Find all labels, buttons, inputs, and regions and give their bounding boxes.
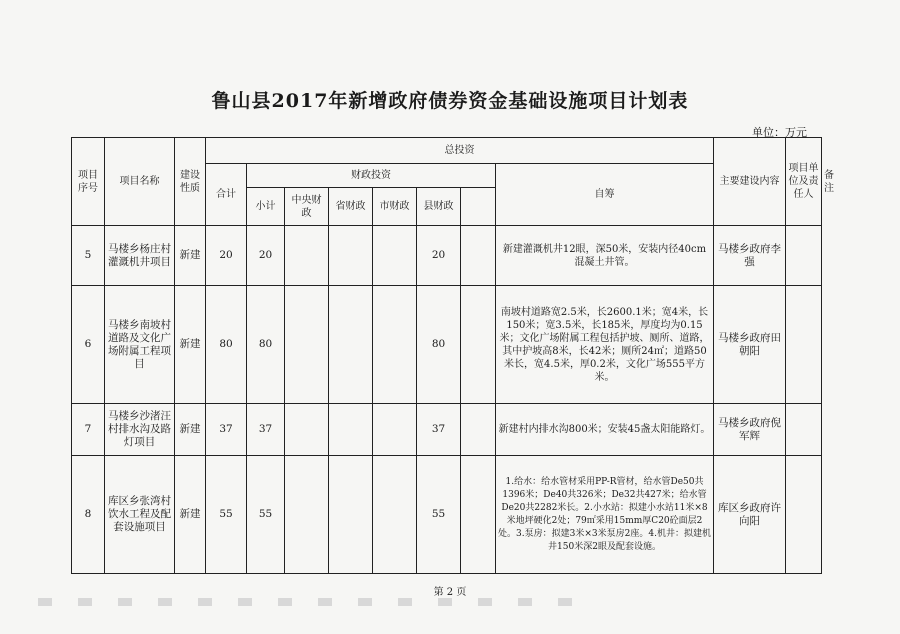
header-unit-person: 项目单位及责任人 xyxy=(786,138,822,226)
header-content: 主要建设内容 xyxy=(714,138,786,226)
cell-city xyxy=(373,226,417,286)
header-central: 中央财政 xyxy=(285,188,329,226)
cell-content: 南坡村道路宽2.5米，长2600.1米；宽4米，长150米；宽3.5米，长185米，厚度均为0.15米；文化广场附属工程包括护坡、厕所、道路，其中护坡高8米，长42米；厕所24㎡；道路50米长，宽4.5米，厚0.2米，文化广场555平方米。 xyxy=(496,286,714,404)
cell-remarks xyxy=(786,226,822,286)
project-plan-table xyxy=(71,137,834,574)
table-row xyxy=(72,456,822,574)
cell-self xyxy=(461,286,496,404)
cell-city xyxy=(373,456,417,574)
header-name: 项目名称 xyxy=(105,138,175,226)
cell-province xyxy=(329,456,373,574)
cell-content: 新建村内排水沟800米；安装45盏太阳能路灯。 xyxy=(496,404,714,456)
scan-edge-mark xyxy=(38,598,598,606)
cell-remarks xyxy=(786,456,822,574)
header-county: 县财政 xyxy=(417,188,461,226)
header-total-investment: 总投资 xyxy=(206,138,714,164)
cell-unit-person: 马楼乡政府田朝阳 xyxy=(714,286,786,404)
cell-city xyxy=(373,286,417,404)
cell-remarks xyxy=(786,404,822,456)
header-province: 省财政 xyxy=(329,188,373,226)
cell-unit-person: 马楼乡政府李强 xyxy=(714,226,786,286)
cell-county: 37 xyxy=(417,404,461,456)
cell-county: 20 xyxy=(417,226,461,286)
cell-subtotal: 20 xyxy=(247,226,285,286)
header-fiscal: 财政投资 xyxy=(247,164,496,188)
page-title: 鲁山县2017年新增政府债券资金基础设施项目计划表 xyxy=(211,90,689,112)
cell-nature: 新建 xyxy=(175,226,206,286)
cell-seq: 7 xyxy=(72,404,105,456)
table-row xyxy=(72,404,822,456)
cell-province xyxy=(329,286,373,404)
cell-nature: 新建 xyxy=(175,404,206,456)
cell-province xyxy=(329,226,373,286)
cell-subtotal: 55 xyxy=(247,456,285,574)
cell-total: 20 xyxy=(206,226,247,286)
cell-central xyxy=(285,404,329,456)
table-row xyxy=(72,286,822,404)
cell-central xyxy=(285,226,329,286)
cell-seq: 8 xyxy=(72,456,105,574)
header-total: 合计 xyxy=(206,164,247,226)
cell-nature: 新建 xyxy=(175,286,206,404)
cell-total: 37 xyxy=(206,404,247,456)
header-self: 自筹 xyxy=(496,164,714,226)
cell-total: 80 xyxy=(206,286,247,404)
cell-subtotal: 37 xyxy=(247,404,285,456)
cell-subtotal: 80 xyxy=(247,286,285,404)
cell-central xyxy=(285,456,329,574)
cell-self xyxy=(461,226,496,286)
cell-central xyxy=(285,286,329,404)
cell-total: 55 xyxy=(206,456,247,574)
cell-name: 马楼乡杨庄村灌溉机井项目 xyxy=(105,226,175,286)
cell-name: 库区乡张湾村饮水工程及配套设施项目 xyxy=(105,456,175,574)
cell-nature: 新建 xyxy=(175,456,206,574)
table-row xyxy=(72,226,822,286)
cell-unit-person: 库区乡政府许向阳 xyxy=(714,456,786,574)
cell-self xyxy=(461,404,496,456)
cell-name: 马楼乡沙渚汪村排水沟及路灯项目 xyxy=(105,404,175,456)
cell-city xyxy=(373,404,417,456)
cell-remarks xyxy=(786,286,822,404)
header-seq: 项目序号 xyxy=(72,138,105,226)
header-city: 市财政 xyxy=(373,188,417,226)
unit-label: 单位：万元 xyxy=(752,126,807,139)
header-nature: 建设性质 xyxy=(175,138,206,226)
page-number: 第 2 页 xyxy=(433,587,467,598)
cell-unit-person: 马楼乡政府倪军辉 xyxy=(714,404,786,456)
header-row-1: 项目序号 项目名称 建设性质 总投资 主要建设内容 项目单位及责任人 备注 xyxy=(72,138,822,164)
cell-name: 马楼乡南坡村道路及文化广场附属工程项目 xyxy=(105,286,175,404)
cell-county: 55 xyxy=(417,456,461,574)
cell-seq: 5 xyxy=(72,226,105,286)
cell-county: 80 xyxy=(417,286,461,404)
cell-province xyxy=(329,404,373,456)
cell-seq: 6 xyxy=(72,286,105,404)
header-subtotal: 小计 xyxy=(247,188,285,226)
cell-content: 1.给水：给水管材采用PP-R管材，给水管De50共1396米；De40共326米；De32共427米；给水管De20共2282米长。2.小水站：拟建小水站11米×8米地坪硬化2处；79㎡采用15mm厚C20砼面层2处。3.泵房：拟建3米×3米泵房2座。4.机井：拟建机井150米深2眼及配套设施。 xyxy=(496,456,714,574)
cell-content: 新建灌溉机井12眼，深50米，安装内径40cm混凝土井管。 xyxy=(496,226,714,286)
cell-self xyxy=(461,456,496,574)
